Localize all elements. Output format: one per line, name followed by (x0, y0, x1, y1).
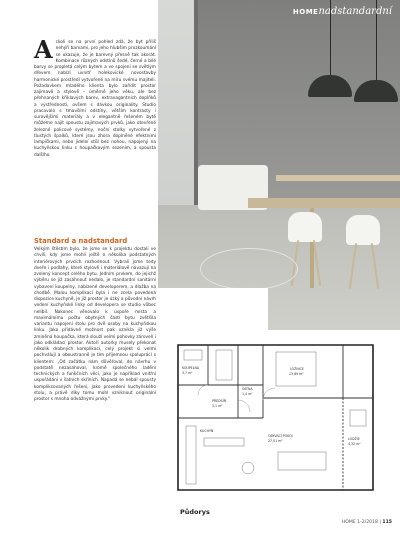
floor-plan-door (238, 400, 250, 412)
room-label: KOUPELNA (182, 366, 200, 370)
page-footer (342, 520, 392, 525)
room-area: 27,51 m² (268, 439, 283, 443)
floor-plan-kitchen-line (186, 426, 196, 484)
floor-plan-sofa (278, 452, 326, 470)
floor-plan-swing (242, 462, 254, 474)
photo-kitchen-counter (276, 175, 400, 181)
intro-paragraph (34, 35, 157, 159)
floor-plan-outer-wall (178, 345, 373, 490)
room-label: LODŽIE (348, 437, 360, 441)
floor-plan-wardrobe (216, 350, 232, 380)
floor-plan-loggia-chair (350, 410, 366, 426)
section-header-home: HOME (292, 8, 319, 16)
floor-plan-door (198, 385, 208, 395)
room-label: LOŽNICE (290, 367, 304, 371)
room-area: 1,4 m² (242, 392, 253, 396)
photo-white-panel (158, 288, 268, 330)
room-area: 13,89 m² (289, 372, 304, 376)
room-area: 3,7 m² (182, 371, 193, 375)
room-area: 4,32 m² (348, 442, 361, 446)
room-label: KUCHYŇ (200, 429, 214, 433)
room-label: OBÝVACÍ POKOJ (268, 434, 293, 438)
photo-dining-table (248, 198, 400, 208)
floor-plan (168, 340, 386, 505)
section-header (293, 6, 392, 17)
body-paragraph: Velkým štěstím bylo, že jsme se k projektu dostali ve chvíli, kdy jsme mohli ještě o několika podstatných interiérových prvcích rozhodnout. Vybrali jsme tedy dveře i podlahy, které stylově i materiálově navazují na zvolený koncept celého bytu. Jedním prvkem, do jejichž výběru se již zasáhnout nedalo, je standardní sanitární vybavení koupelny, nabízené developerem, a dlažba na chodbě. Malou komplikací byla i ne zcela povedená dispozice kuchyně, je již prostor je úzký a původní návrh vedení kuchyňské linky od developera se studio vůbec nelíbil. Nakonec věnovalo k úspoře místa a maximálnímu počtu obytných částí bytu zvětšila variantu napojení stolu pro dvě osoby na kuchyňskou linku. Jako přidávné možnost pak vznikla již výše zmíněná houpačka, která slouží velmi pohovky zároveň i jako odkládací prostor. Aktoři autorky musely překonat několik drobných komplikací, celý projekt si velmi pochválují a oboustranně je tím příjemnou spoluprácí s klientem: „Od začátku nám důvěřoval, do návrhu v podstatě nezasahoval, kromě společného ladění technických a funkčních věcí, jako je například vnitřní uspořádání v šatních skříních. Napadá se nebál spousty kompliksovaných řešení, jako provedení kuchyňského stolu, a právě díky tomu mohl vzniknout originální prostor s mnoha odvážnými prvky.“ (34, 247, 156, 402)
interior-photo (158, 0, 400, 330)
room-label: ŠATNA (242, 387, 253, 391)
photo-chair (288, 212, 322, 242)
section-header-title: nadstandardní (318, 6, 392, 17)
intro-text-column (34, 35, 157, 159)
photo-rug (200, 248, 298, 290)
drop-cap: A (34, 35, 53, 64)
page-number: 115 (382, 520, 392, 525)
photo-chair (346, 215, 380, 245)
floor-plan-dining-table (204, 438, 244, 446)
subheading: Standard a nadstandard (34, 237, 128, 245)
room-label: PŘEDSÍŇ (212, 399, 226, 403)
intro-text: ckoli se na první pohled zdá, že byt příliš nehýří barvami, pro jeho hlubším prozkoumání se ukazuje, že je barevný přesně tak akorát. Kombinace různých odstínů šedé, černé a bílé barvy se propletá celým bytem a ve spojení se světlým dřevem nabízí uvnitř holekovické novostavby harmonické prostředí vytvořené na míru svému majiteli. Požadavkem mladého klienta bylo zařídit prostor zajímavě a stylově – úměrně jeho věku, ale bez přehnaných křiklavých barev, extravagantních doplňků a výstředností, ovšem s dávkou originality. Studio pracovalo s tmavšími odstíny, větším kontrasty i surovějšími materiály a v elegantně řešeném bytě můžeme najít spoustu zajímavých prvků, jako otevřené železné policové systémy, noční stolky vytvořené z tlustých špalků, které jsou zhora doplněné efektními lampičkami, nebo jídelní stůl bez nohou, napojený na kuchyňskou linku s houpačkovým sezením, a spousta dalšího. (34, 40, 157, 158)
floor-plan-bathtub (184, 350, 202, 360)
footer-magazine: HOME 1-2/2018 (341, 520, 378, 525)
footer-separator: | (379, 520, 383, 525)
room-area: 3,1 m² (212, 404, 223, 408)
body-text-column (34, 247, 156, 403)
floor-plan-caption: Půdorys (180, 508, 210, 516)
